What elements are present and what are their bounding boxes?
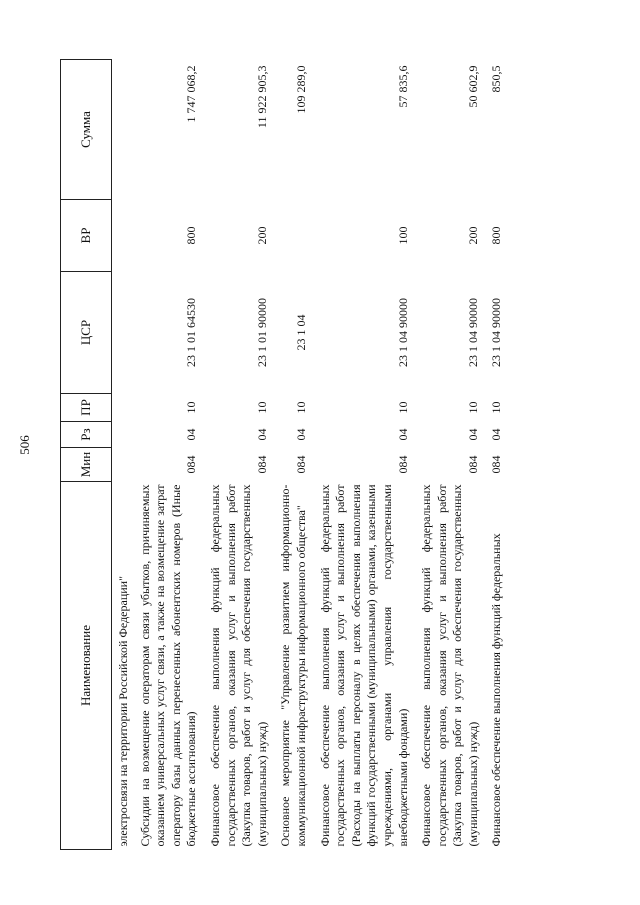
rotated-page: [60, 60, 570, 850]
column-header-min: Мин: [61, 448, 112, 482]
cell-rz: 04: [465, 428, 480, 441]
cell-min: 084: [489, 455, 504, 474]
cell-sum: 850,5: [489, 65, 504, 93]
cell-rz: 04: [395, 428, 410, 441]
cell-sum: 1 747 068,2: [184, 65, 199, 123]
table-row: [206, 60, 276, 850]
cell-rz: 04: [254, 428, 269, 441]
table-header-row: [61, 60, 112, 850]
cell-pr: 10: [395, 401, 410, 414]
cell-pr: 10: [489, 401, 504, 414]
cell-csr: 23 1 04 90000: [489, 298, 504, 367]
cell-sum: 50 602,9: [465, 65, 480, 108]
cell-name: Финансовое обеспечение выполнения функций федеральных государственных органов, оказания услуг и выполнения работ (Закупка товаров, работ и услуг для обеспечения государственных (муниципальных) нужд): [419, 484, 480, 847]
column-header-vr: ВР: [61, 200, 112, 272]
cell-vr: 800: [489, 226, 504, 245]
column-header-sum: Сумма: [61, 60, 112, 200]
cell-csr: 23 1 04 90000: [395, 298, 410, 367]
cell-sum: 11 922 905,3: [254, 65, 269, 129]
cell-rz: 04: [184, 428, 199, 441]
cell-csr: 23 1 01 90000: [254, 298, 269, 367]
cell-min: 084: [293, 455, 308, 474]
cell-min: 084: [184, 455, 199, 474]
budget-table: [60, 59, 511, 850]
column-header-pr: ПР: [61, 394, 112, 422]
column-header-rz: Рз: [61, 422, 112, 448]
cell-name: Финансовое обеспечение выполнения функций федеральных государственных органов, оказания услуг и выполнения работ (Расходы на выплаты персоналу в целях обеспечения выполнения функций государственными (муниципальными) органами, казенными учреждениями, органами управления государственными внебюджетными фондами): [317, 484, 410, 847]
table-row: [276, 60, 315, 850]
cell-min: 084: [254, 455, 269, 474]
cell-rz: 04: [489, 428, 504, 441]
cell-pr: 10: [293, 401, 308, 414]
cell-csr: 23 1 01 64530: [184, 298, 199, 367]
cell-vr: 200: [465, 226, 480, 245]
continuation-text: электросвязи на территории Российской Федерации": [116, 575, 130, 847]
cell-name: Финансовое обеспечение выполнения функций федеральных: [489, 533, 504, 847]
cell-vr: 800: [184, 226, 199, 245]
table-row: [316, 60, 418, 850]
cell-rz: 04: [293, 428, 308, 441]
cell-csr: 23 1 04: [293, 314, 308, 351]
page-number: 506: [16, 435, 32, 455]
cell-pr: 10: [465, 401, 480, 414]
cell-name: Субсидии на возмещение операторам связи убытков, причиняемых оказанием универсальных услуг связи, а также на возмещение затрат оператору базы данных перенесенных абонентских номеров (Иные бюджетные ассигнования): [137, 484, 199, 847]
continuation-row: [112, 60, 136, 850]
cell-vr: 100: [395, 226, 410, 245]
cell-min: 084: [465, 455, 480, 474]
cell-csr: 23 1 04 90000: [465, 298, 480, 367]
table-row: [136, 60, 206, 850]
column-header-name: Наименование: [61, 482, 112, 850]
table-row: [417, 60, 487, 850]
cell-min: 084: [395, 455, 410, 474]
cell-sum: 109 289,0: [293, 65, 308, 114]
cell-vr: 200: [254, 226, 269, 245]
table-row: [487, 60, 511, 850]
cell-pr: 10: [254, 401, 269, 414]
cell-name: Финансовое обеспечение выполнения функций федеральных государственных органов, оказания услуг и выполнения работ (Закупка товаров, работ и услуг для обеспечения государственных (муниципальных) нужд): [207, 484, 269, 847]
cell-sum: 57 835,6: [395, 65, 410, 108]
column-header-csr: ЦСР: [61, 272, 112, 394]
cell-pr: 10: [184, 401, 199, 414]
cell-vr: [276, 200, 315, 272]
cell-name: Основное мероприятие "Управление развитием информационно-коммуникационной инфраструктуры информационного общества": [278, 484, 308, 847]
